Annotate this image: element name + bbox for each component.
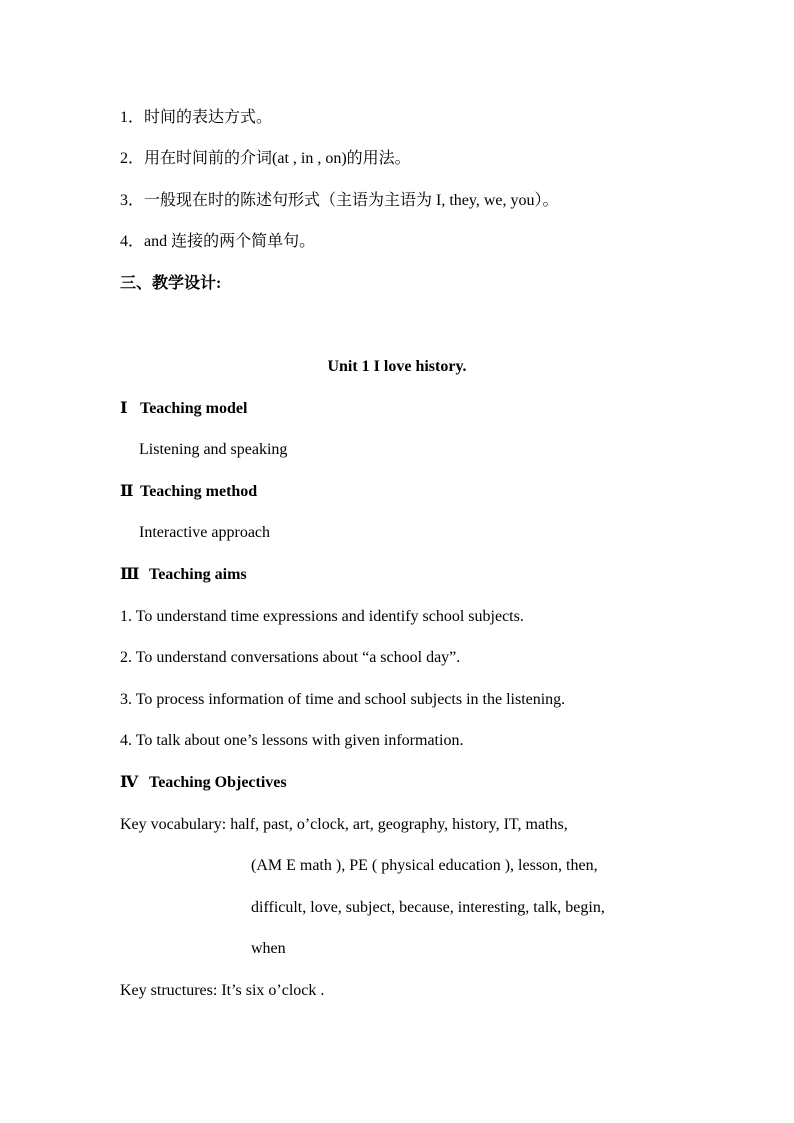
key-structures-line: [120, 981, 324, 1001]
teaching-model-content: Listening and speaking: [139, 441, 288, 458]
heading-text: Teaching Objectives: [149, 774, 287, 791]
roman-numeral: Ⅰ: [120, 400, 128, 417]
vocab-text: difficult, love, subject, because, interesting, talk, begin,: [251, 899, 605, 916]
list-item: [120, 191, 559, 211]
list-item: [120, 149, 411, 169]
vocab-text: when: [251, 940, 286, 957]
unit-title: Unit 1 I love history.: [327, 358, 467, 375]
list-text: 时间的表达方式。: [144, 109, 273, 126]
list-number: 3．: [120, 192, 145, 209]
list-text: 一般现在时的陈述句形式（主语为主语为 I, they, we, you）。: [144, 192, 559, 209]
key-vocabulary-line: [120, 815, 568, 835]
list-number: 2．: [120, 150, 145, 167]
roman-numeral: Ⅳ: [120, 774, 139, 791]
list-text: and 连接的两个简单句。: [144, 233, 316, 250]
key-structures-label: Key structures:: [120, 982, 218, 999]
heading-text: Teaching aims: [149, 566, 247, 583]
list-item: [120, 108, 272, 128]
list-item: [120, 232, 315, 252]
heading-text: Teaching model: [140, 400, 248, 417]
list-number: 1．: [120, 109, 145, 126]
vocab-text: half, past, o’clock, art, geography, history, IT, maths,: [230, 816, 568, 833]
roman-numeral: Ⅱ: [120, 483, 134, 500]
vocab-text: (AM E math ), PE ( physical education ), lesson, then,: [251, 857, 598, 874]
teaching-method-heading: [120, 482, 257, 502]
teaching-model-heading: [120, 399, 247, 419]
key-vocabulary-label: Key vocabulary:: [120, 816, 227, 833]
aim-item: 1. To understand time expressions and identify school subjects.: [120, 608, 524, 625]
teaching-objectives-heading: [120, 773, 287, 793]
list-number: 4．: [120, 233, 145, 250]
list-text: 用在时间前的介词(at , in , on)的用法。: [144, 150, 411, 167]
aim-item: 2. To understand conversations about “a school day”.: [120, 649, 461, 666]
heading-text: Teaching method: [140, 483, 258, 500]
roman-numeral: Ⅲ: [120, 566, 140, 583]
aim-item: 4. To talk about one’s lessons with given information.: [120, 732, 464, 749]
teaching-method-content: Interactive approach: [139, 524, 271, 541]
section-heading: 三、教学设计:: [120, 275, 222, 292]
aim-item: 3. To process information of time and school subjects in the listening.: [120, 691, 566, 708]
teaching-aims-heading: [120, 565, 247, 585]
key-structures-text: It’s six o’clock .: [221, 982, 325, 999]
